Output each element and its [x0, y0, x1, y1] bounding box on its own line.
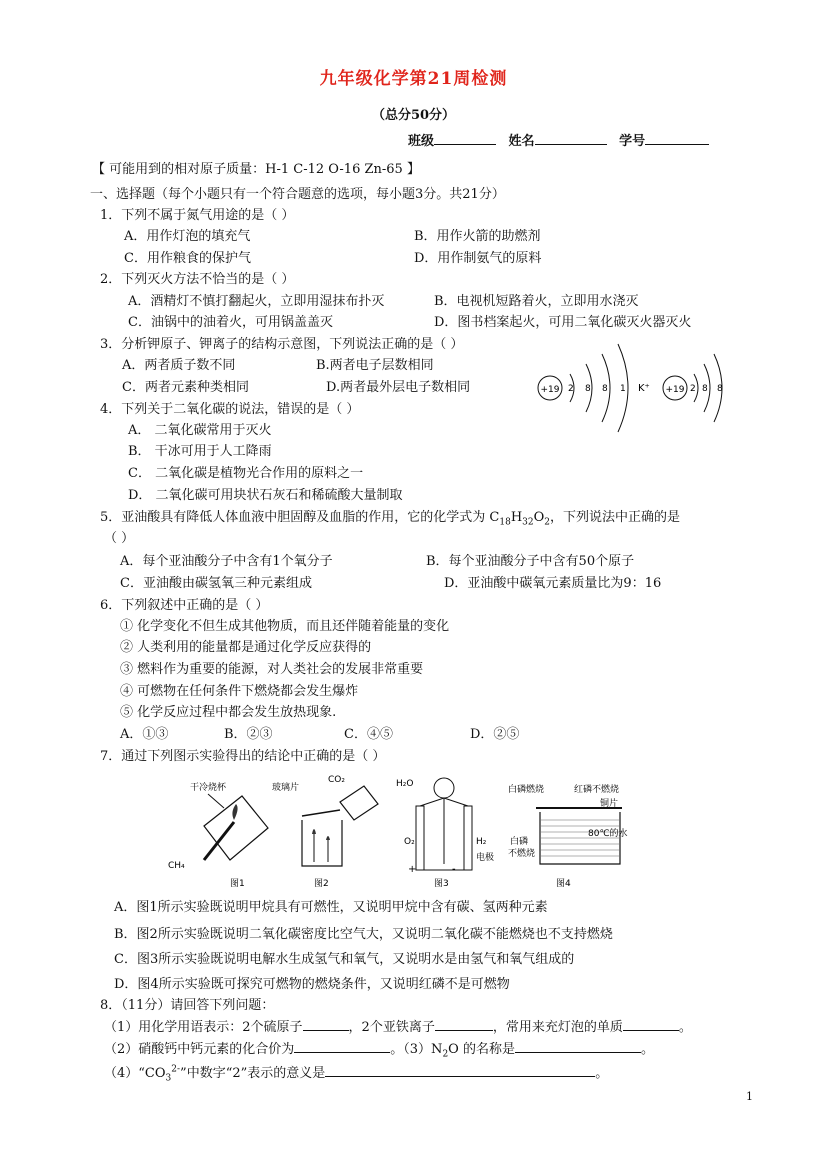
q3-option-d: D.两者最外层电子数相同: [326, 380, 471, 395]
atom-e2: 8: [585, 384, 591, 394]
fig3-connect-r: [444, 798, 468, 806]
q4-option-d: D． 二氧化碳可用块状石灰石和稀硫酸大量制取: [128, 488, 403, 503]
fig4-white-no-2: 不燃烧: [508, 849, 536, 859]
q7-option-d: D．图4所示实验既可探究可燃物的燃烧条件，又说明红磷不是可燃物: [114, 977, 510, 992]
q2-option-a: A．酒精灯不慎打翻起火，立即用湿抹布扑灭: [128, 294, 385, 309]
q6-item-1: ① 化学变化不但生成其他物质，而且还伴随着能量的变化: [120, 619, 450, 634]
fig2-glass-plate: [302, 810, 340, 816]
fig4-white-burn: 白磷燃烧: [508, 785, 545, 795]
q5-sub-c: 18: [499, 517, 511, 528]
atom-e4: 1: [620, 384, 626, 394]
page-title: 九年级化学第21周检测: [319, 69, 508, 89]
q8-p3-text-a: 。（3）N: [390, 1042, 443, 1057]
q8-p1-blank-1: [303, 1018, 349, 1031]
fig3-minus: -: [452, 864, 456, 875]
q6-item-2: ② 人类利用的能量都是通过化学反应获得的: [120, 640, 372, 655]
q5-stem: [100, 506, 680, 528]
q5-option-a: A．每个亚油酸分子中含有1个氧分子: [120, 554, 333, 569]
page-number: 1: [746, 1090, 753, 1103]
q1-option-c: C．用作粮食的保护气: [124, 251, 251, 266]
ion-e1: 2: [690, 384, 696, 394]
q4-option-a: A． 二氧化碳常用于灭火: [128, 423, 272, 438]
fig3-h2o: H₂O: [396, 779, 414, 789]
fig4-caption: 图4: [556, 879, 571, 889]
q8-p2-blank: [294, 1040, 390, 1053]
atom-e1: 2: [568, 384, 574, 394]
id-label: 学号: [619, 134, 646, 149]
q6-option-a: A．①③: [120, 727, 169, 742]
q5-option-c: C．亚油酸由碳氢氧三种元素组成: [120, 576, 312, 591]
fig1-caption: 图1: [230, 879, 245, 889]
fig3-electrode: 电极: [476, 853, 495, 863]
section-heading: 一、选择题（每个小题只有一个符合题意的选项，每小题3分。共21分）: [90, 187, 505, 202]
fig3-plus: +: [408, 864, 417, 875]
atomic-mass-note: 【 可能用到的相对原子质量：H-1 C-12 O-16 Zn-65 】: [92, 162, 420, 177]
q3-option-a: A．两者质子数不同: [122, 358, 236, 373]
id-blank: [645, 132, 709, 145]
q1-stem: 1．下列不属于氮气用途的是（ ）: [100, 208, 295, 223]
fig3-left-tube: [416, 806, 424, 870]
q8-p1-blank-3: [623, 1018, 679, 1031]
fig2-gas: CO₂: [328, 775, 345, 785]
q8-p1-text-a: （1）用化学用语表示：2个硫原子: [104, 1020, 303, 1035]
q1-option-d: D．用作制氨气的原料: [414, 251, 542, 266]
class-blank: [434, 132, 496, 145]
q8-p4-text-c: 。: [595, 1066, 609, 1081]
q6-item-4: ④ 可燃物在任何条件下燃烧都会发生爆炸: [120, 684, 359, 699]
q1-option-b: B．用作火箭的助燃剂: [414, 229, 541, 244]
q2-option-b: B．电视机短路着火，立即用水浇灭: [434, 294, 639, 309]
q8-p1-text-d: 。: [678, 1020, 692, 1035]
q1-option-a: A．用作灯泡的填充气: [124, 229, 251, 244]
fig4-red-no: 红磷不燃烧: [574, 785, 620, 795]
q8-p1-text-b: ，2个亚铁离子: [348, 1020, 435, 1035]
fig3-caption: 图3: [434, 879, 449, 889]
q3-option-b: B.两者电子层数相同: [316, 358, 434, 373]
q5-paren: （ ）: [104, 531, 135, 546]
q6-item-5: ⑤ 化学反应过程中都会发生放热现象.: [120, 705, 337, 720]
experiment-figures: [164, 768, 644, 894]
q4-stem: 4．下列关于二氧化碳的说法，错误的是（ ）: [100, 402, 360, 417]
fig2-bottle: [340, 786, 378, 820]
fig3-connect-l: [420, 798, 444, 806]
q5-stem-a: 5．亚油酸具有降低人体血液中胆固醇及血脂的作用，它的化学式为 C: [100, 510, 500, 525]
fig1-leader: [208, 794, 224, 808]
q5-option-b: B．每个亚油酸分子中含有50个原子: [426, 554, 635, 569]
q8-p4-sub: 3: [165, 1073, 172, 1084]
q8-stem: 8．（11分）请回答下列问题：: [100, 998, 275, 1013]
figure-2: [272, 775, 378, 889]
q8-part-2-3: [104, 1038, 654, 1060]
q6-option-b: B．②③: [224, 727, 273, 742]
q6-option-d: D．②⑤: [470, 727, 520, 742]
q6-stem: 6．下列叙述中正确的是（ ）: [100, 598, 269, 613]
q8-p1-text-c: ，常用来充灯泡的单质: [492, 1020, 623, 1035]
figure-4: [508, 783, 628, 889]
q5-h: H: [510, 510, 523, 525]
q5-o: O: [533, 510, 545, 525]
q7-option-a: A．图1所示实验既说明甲烷具有可燃性，又说明甲烷中含有碳、氢两种元素: [114, 900, 548, 915]
fig4-copper: 铜片: [600, 799, 619, 809]
q8-p4-text-a: （4）“CO: [104, 1066, 166, 1081]
ion-e3: 8: [717, 384, 723, 394]
fig1-label: 干冷烧杯: [190, 783, 227, 793]
fig2-label: 玻璃片: [272, 783, 300, 793]
q4-option-b: B． 干冰可用于人工降雨: [128, 444, 272, 459]
q8-p3-sub: 2: [442, 1049, 449, 1060]
total-score: （总分50分）: [371, 108, 456, 123]
q8-p4-text-b: ”中数字“2”表示的意义是: [180, 1066, 326, 1081]
class-label: 班级: [408, 134, 435, 149]
ion-label: K⁺: [638, 383, 650, 394]
atom-nucleus-label: +19: [540, 385, 560, 395]
q6-option-c: C．④⑤: [344, 727, 393, 742]
q8-p1-blank-2: [435, 1018, 493, 1031]
q3-option-c: C．两者元素种类相同: [122, 380, 249, 395]
fig3-o2: O₂: [404, 837, 415, 847]
q8-p4-blank: [325, 1064, 595, 1077]
fig2-flame-2: [326, 836, 330, 840]
atom-ion-structure-diagram: [532, 338, 732, 438]
fig1-gas: CH₄: [168, 861, 185, 871]
q8-part-4: [104, 1062, 608, 1084]
fig3-h2: H₂: [476, 837, 487, 847]
fig1-tube: [204, 822, 234, 860]
name-blank: [535, 132, 607, 145]
atom-e3: 8: [602, 384, 608, 394]
q8-p3-text-c: 。: [640, 1042, 654, 1057]
fig3-right-tube: [464, 806, 472, 870]
q2-option-c: C．油锅中的油着火，可用锅盖盖灭: [128, 315, 333, 330]
q7-option-c: C．图3所示实验既说明电解水生成氢气和氧气，又说明水是由氢气和氧气组成的: [114, 952, 575, 967]
q8-p2-text-a: （2）硝酸钙中钙元素的化合价为: [104, 1042, 295, 1057]
q8-p4-sup: 2-: [171, 1064, 181, 1075]
q2-stem: 2．下列灭火方法不恰当的是（ ）: [100, 272, 295, 287]
name-label: 姓名: [508, 134, 535, 149]
q5-sub-h: 32: [522, 517, 534, 528]
figure-3: [396, 778, 494, 889]
q5-sub-o: 2: [544, 517, 551, 528]
fig3-reservoir: [434, 778, 454, 798]
fig2-caption: 图2: [314, 879, 329, 889]
q5-stem-b: ，下列说法中正确的是: [550, 510, 681, 525]
q6-item-3: ③ 燃料作为重要的能源，对人类社会的发展非常重要: [120, 662, 424, 677]
q8-p3-text-b: O 的名称是: [448, 1042, 515, 1057]
q4-option-c: C． 二氧化碳是植物光合作用的原料之一: [128, 466, 364, 481]
q8-part-1: [104, 1016, 692, 1035]
ion-e2: 8: [702, 384, 708, 394]
fig1-flame: [232, 804, 237, 820]
fig4-water: 80℃的水: [588, 829, 628, 839]
q3-stem: 3．分析钾原子、钾离子的结构示意图，下列说法正确的是（ ）: [100, 337, 464, 352]
fig2-beaker: [302, 820, 342, 866]
fig4-white-no-1: 白磷: [510, 837, 529, 847]
q5-option-d: D．亚油酸中碳氧元素质量比为9：16: [444, 576, 662, 591]
q7-option-b: B．图2所示实验既说明二氧化碳密度比空气大，又说明二氧化碳不能燃烧也不支持燃烧: [114, 927, 613, 942]
q2-option-d: D．图书档案起火，可用二氧化碳灭火器灭火: [434, 315, 692, 330]
ion-nucleus-label: +19: [665, 385, 685, 395]
q8-p3-blank: [515, 1040, 641, 1053]
q7-stem: 7．通过下列图示实验得出的结论中正确的是（ ）: [100, 749, 386, 764]
student-info: [408, 130, 709, 149]
figure-1: [168, 781, 268, 889]
fig2-flame-1: [312, 829, 316, 834]
